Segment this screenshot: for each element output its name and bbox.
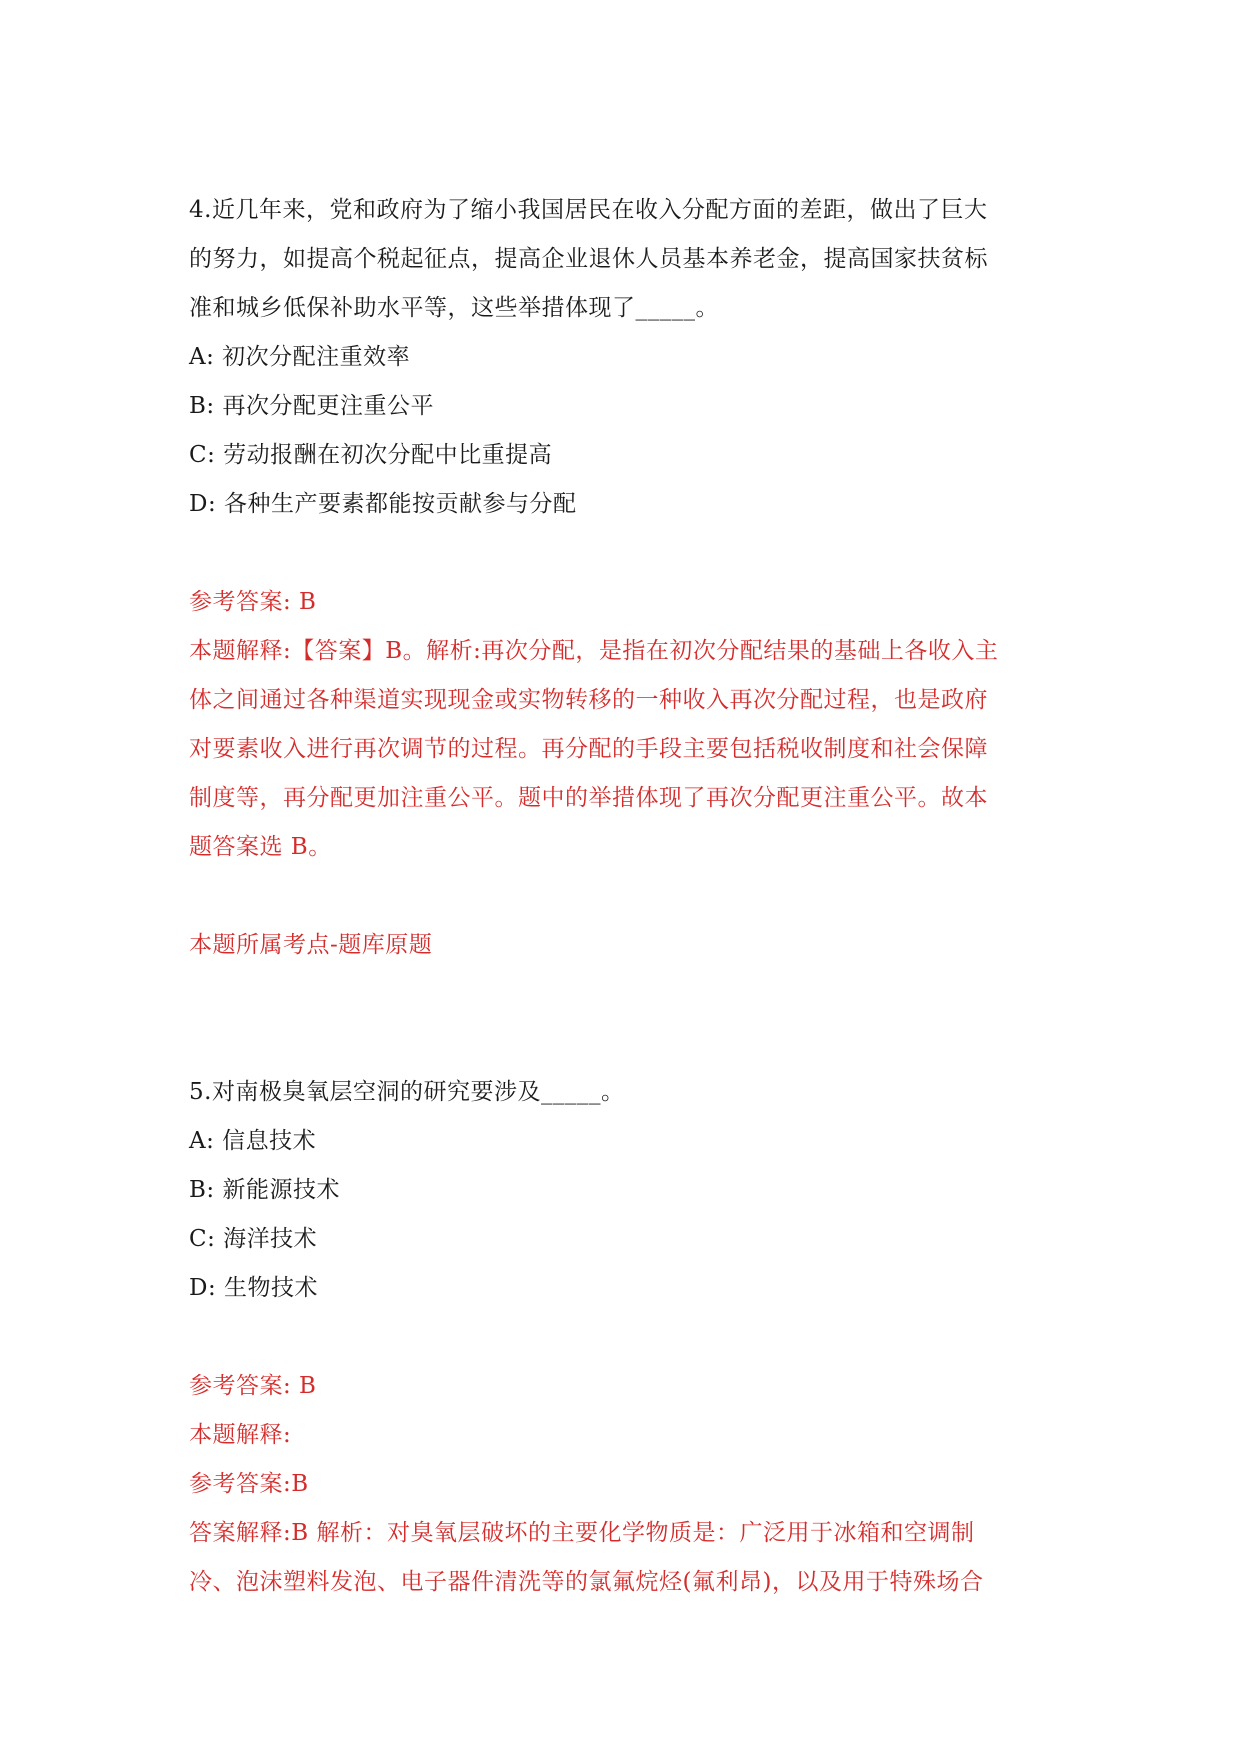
question-5-answer-repeat: 参考答案:B: [189, 1471, 309, 1497]
question-5-stem: [189, 1068, 1069, 1117]
document-page: [189, 186, 1069, 1607]
question-5-options: [189, 1117, 1069, 1313]
question-4-explanation: [189, 627, 1069, 872]
question-4-knowledge-point: 本题所属考点-题库原题: [189, 932, 433, 958]
explanation-line: 对要素收入进行再次调节的过程。再分配的手段主要包括税收制度和社会保障: [189, 736, 988, 762]
question-4: [189, 186, 1069, 970]
option-a: A: 信息技术: [189, 1128, 317, 1154]
explanation-line: 冷、泡沫塑料发泡、电子器件清洗等的氯氟烷烃(氟利昂)，以及用于特殊场合: [189, 1569, 984, 1595]
question-5-explanation-label: 本题解释:: [189, 1422, 292, 1448]
explanation-line: 本题解释:【答案】B。解析:再次分配，是指在初次分配结果的基础上各收入主: [189, 638, 999, 664]
explanation-line: 制度等，再分配更加注重公平。题中的举措体现了再次分配更注重公平。故本: [189, 785, 988, 811]
question-4-answer: 参考答案: B: [189, 589, 317, 615]
question-5-explanation: [189, 1509, 1069, 1607]
explanation-line: 体之间通过各种渠道实现现金或实物转移的一种收入再次分配过程，也是政府: [189, 687, 988, 713]
stem-line: 准和城乡低保补助水平等，这些举措体现了_____。: [189, 295, 719, 321]
option-c: C: 劳动报酬在初次分配中比重提高: [189, 442, 553, 468]
question-4-stem: [189, 186, 1069, 333]
option-b: B: 新能源技术: [189, 1177, 340, 1203]
stem-line: 的努力，如提高个税起征点，提高企业退休人员基本养老金，提高国家扶贫标: [189, 246, 988, 272]
question-5-answer: 参考答案: B: [189, 1373, 317, 1399]
stem-line: 5.对南极臭氧层空洞的研究要涉及_____。: [189, 1079, 625, 1105]
option-a: A: 初次分配注重效率: [189, 344, 411, 370]
option-b: B: 再次分配更注重公平: [189, 393, 434, 419]
question-4-options: [189, 333, 1069, 529]
explanation-line: 题答案选 B。: [189, 834, 332, 860]
option-d: D: 各种生产要素都能按贡献参与分配: [189, 491, 577, 517]
question-5: [189, 1068, 1069, 1607]
explanation-line: 答案解释:B 解析：对臭氧层破坏的主要化学物质是：广泛用于冰箱和空调制: [189, 1520, 975, 1546]
option-d: D: 生物技术: [189, 1275, 319, 1301]
stem-line: 4.近几年来，党和政府为了缩小我国居民在收入分配方面的差距，做出了巨大: [189, 197, 988, 223]
option-c: C: 海洋技术: [189, 1226, 318, 1252]
